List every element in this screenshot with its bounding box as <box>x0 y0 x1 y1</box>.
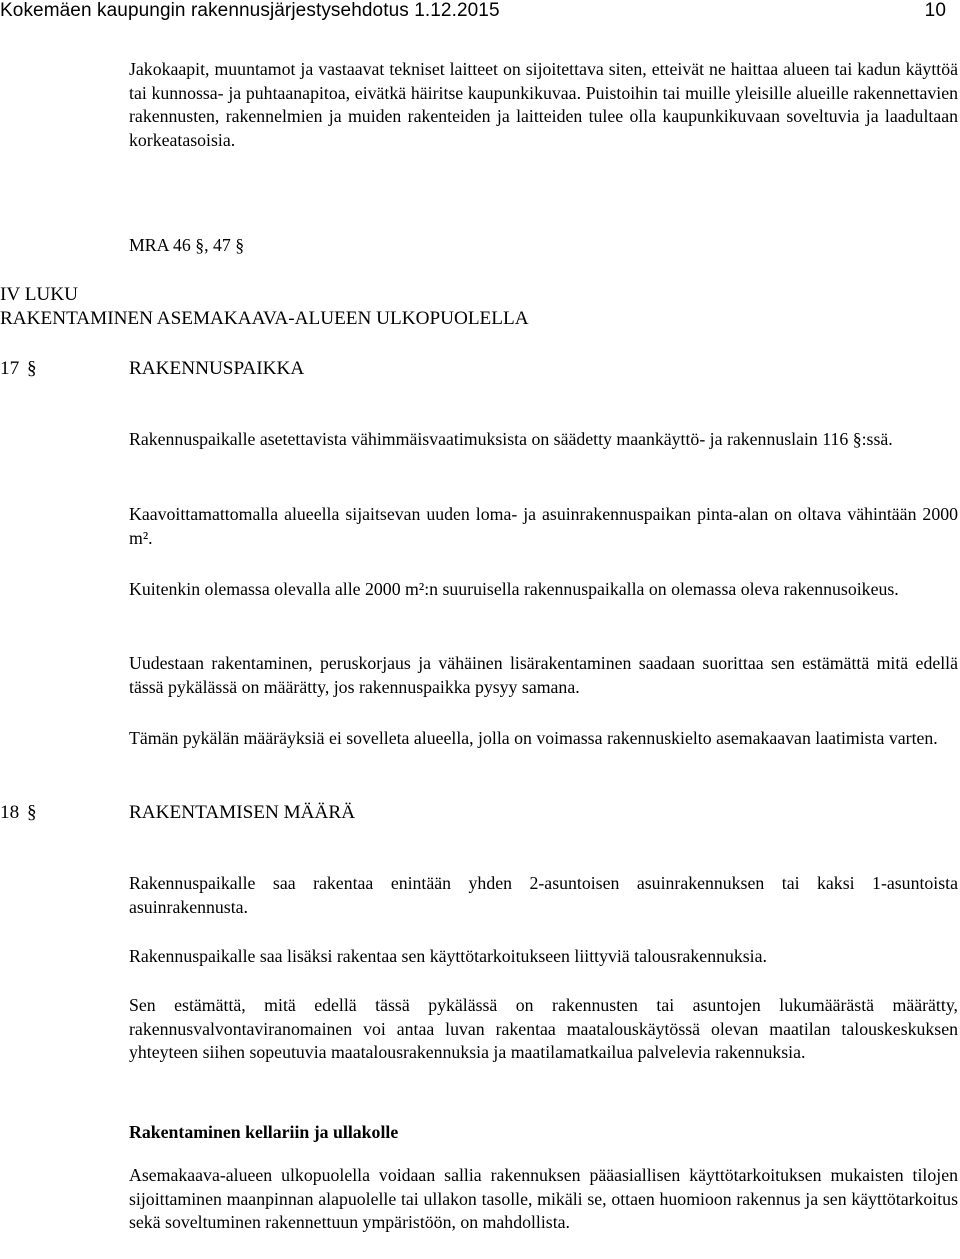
section-title: RAKENNUSPAIKKA <box>129 358 305 379</box>
section-17-paragraph: Kuitenkin olemassa olevalla alle 2000 m²:n suuruisella rakennuspaikalla on olemassa oleva rakennusoikeus. <box>129 579 899 599</box>
section-18-paragraph: Rakennuspaikalle saa rakentaa enintään yhden 2-asuntoisen asuinrakennuksen tai kaksi 1-asuntoista asuinrakennusta. <box>129 873 958 917</box>
section-18-sub-paragraph: Asemakaava-alueen ulkopuolella voidaan sallia rakennuksen pääasiallisen käyttötarkoituksen mukaisten tilojen sijoittaminen maanpinnan alapuolelle tai ullakon tasolle, mikäli se, ottaen huomioon rakennus ja sen käyttötarkoitus sekä soveltuminen rakennettuun ympäristöön, on mahdollista. <box>129 1165 958 1233</box>
section-18-paragraph: Rakennuspaikalle saa lisäksi rakentaa sen käyttötarkoitukseen liittyviä talousrakennuksia. <box>129 946 767 966</box>
chapter-label: IV LUKU <box>0 284 78 305</box>
page-number: 10 <box>924 0 946 21</box>
section-number: 18 <box>0 802 20 823</box>
section-number: 17 <box>0 358 20 379</box>
section-17-paragraph: Kaavoittamattomalla alueella sijaitsevan uuden loma- ja asuinrakennuspaikan pinta-alan on oltava vähintään 2000 m². <box>129 504 958 548</box>
section-title: RAKENTAMISEN MÄÄRÄ <box>129 802 356 823</box>
intro-paragraph: Jakokaapit, muuntamot ja vastaavat tekniset laitteet on sijoitettava siten, etteivät ne haittaa alueen tai kadun käyttöä tai kunnossa- ja puhtaanapitoa, eivätkä häiritse kaupunkikuvaa. Puistoihin tai muille yleisille alueille rakennettavien rakennusten, rakennelmien ja muiden rakenteiden ja laitteiden tulee olla kaupunkikuvaan soveltuvia ja laadultaan korkeatasoisia. <box>129 59 958 150</box>
chapter-title: RAKENTAMINEN ASEMAKAAVA-ALUEEN ULKOPUOLELLA <box>0 308 529 329</box>
section-symbol: § <box>27 358 37 379</box>
section-17-paragraph: Tämän pykälän määräyksiä ei sovelleta alueella, jolla on voimassa rakennuskielto asemakaavan laatimista varten. <box>129 728 938 748</box>
legal-reference: MRA 46 §, 47 § <box>129 235 245 255</box>
document-title: Kokemäen kaupungin rakennusjärjestysehdotus 1.12.2015 <box>0 0 500 21</box>
section-symbol: § <box>27 802 37 823</box>
subheading: Rakentaminen kellariin ja ullakolle <box>129 1122 399 1142</box>
section-17-paragraph: Rakennuspaikalle asetettavista vähimmäisvaatimuksista on säädetty maankäyttö- ja rakennuslain 116 §:ssä. <box>129 429 893 449</box>
section-18-paragraph: Sen estämättä, mitä edellä tässä pykälässä on rakennusten tai asuntojen lukumäärästä määrätty, rakennusvalvontaviranomainen voi antaa luvan rakentaa maatalouskäytössä olevan maatilan talouskeskuksen yhteyteen siihen sopeutuvia maatalousrakennuksia ja maatilamatkailua palvelevia rakennuksia. <box>129 995 958 1063</box>
page-header <box>0 0 958 30</box>
section-17-paragraph: Uudestaan rakentaminen, peruskorjaus ja vähäinen lisärakentaminen saadaan suorittaa sen estämättä mitä edellä tässä pykälässä on määrätty, jos rakennuspaikka pysyy samana. <box>129 653 958 697</box>
